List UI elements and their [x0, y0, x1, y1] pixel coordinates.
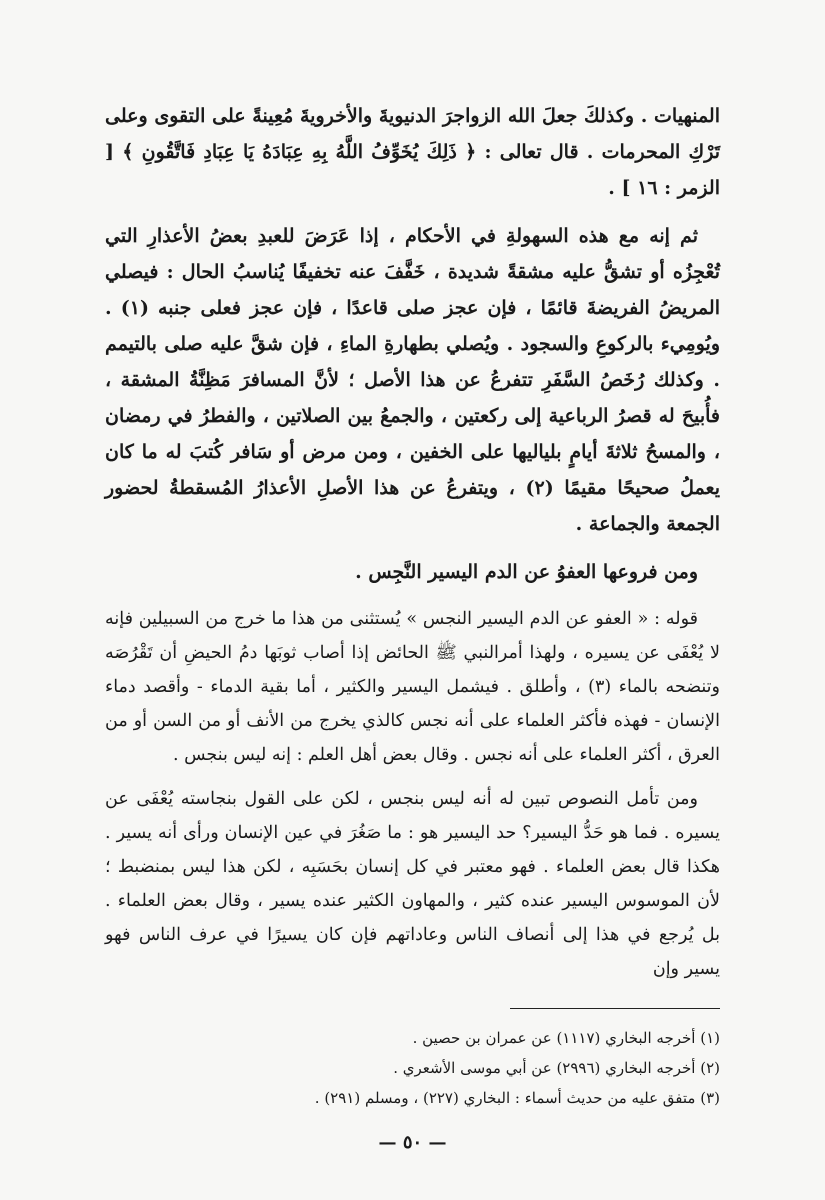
commentary-paragraph-1: قوله : « العفو عن الدم اليسير النجس » يُستثنى من هذا ما خرج من السبيلين فإنه لا يُعْفَى عن يسيره ، ولهذا أمرالنبي ﷺ الحائض إذا أصاب ثوبَها دمُ الحيضِ أن تَقْرُصَه وتنضحه بالماء (٣) ، وأطلق . فيشمل اليسير والكثير ، أما بقية الدماء - وأقصد دماء الإنسان - فهذه فأكثر العلماء على أنه نجس كالذي يخرج من الأنف أو من السن أو من العرق ، أكثر العلماء على أنه نجس . وقال بعض أهل العلم : إنه ليس بنجس .	[105, 609, 720, 765]
footnote-2: (٢) أخرجه البخاري (٢٩٩٦) عن أبي موسى الأشعري .	[393, 1059, 720, 1077]
main-text	[105, 98, 720, 590]
footnote-separator	[510, 1008, 720, 1009]
commentary-paragraph-2: ومن تأمل النصوص تبين له أنه ليس بنجس ، لكن على القول بنجاسته يُعْفَى عن يسيره . فما هو حَدُّ اليسير؟ حد اليسير هو : ما صَغُرَ في عين الإنسان ورأى أنه يسير . هكذا قال بعض العلماء . فهو معتبر في كل إنسان بحَسَبِه ، لكن هذا ليس بمنضبط ؛ لأن الموسوس اليسير عنده كثير ، والمهاون الكثير عنده يسير ، وقال بعض العلماء . بل يُرجع في هذا إلى أنصاف الناس وعاداتهم فإن كان يسيرًا في عرف الناس فهو يسير وإن	[105, 789, 720, 979]
commentary-text	[105, 602, 720, 986]
main-paragraph-3: ومن فروعها العفوُ عن الدم اليسير النَّجِس .	[355, 561, 698, 583]
page-number: — ٥٠ —	[378, 1132, 447, 1153]
footnotes	[105, 1023, 720, 1113]
main-paragraph-1: المنهيات . وكذلكَ جعلَ الله الزواجرَ الدنيويةَ والأخرويةَ مُعِينةً على التقوى وعلى تَرْكِ المحرمات . قال تعالى : ﴿ ذَلِكَ يُخَوِّفُ اللَّهُ بِهِ عِبَادَهُ يَا عِبَادِ فَاتَّقُونِ ﴾ [ الزمر : ١٦ ] .	[105, 105, 720, 199]
footnote-1: (١) أخرجه البخاري (١١١٧) عن عمران بن حصين .	[412, 1029, 720, 1047]
footnote-3: (٣) متفق عليه من حديث أسماء : البخاري (٢٢٧) ، ومسلم (٢٩١) .	[314, 1089, 720, 1107]
main-paragraph-2: ثم إنه مع هذه السهولةِ في الأحكام ، إذا عَرَضَ للعبدِ بعضُ الأعذارِ التي تُعْجِزُه أو تشقُّ عليه مشقةً شديدة ، خَفَّفَ عنه تخفيفًا يُناسبُ الحال : فيصلي المريضُ الفريضةَ قائمًا ، فإن عجز صلى قاعدًا ، فإن عجز فعلى جنبه (١) . ويُومِيء بالركوعِ والسجود . ويُصلي بطهارةِ الماءِ ، فإن شقَّ عليه صلى بالتيمم . وكذلك رُخَصُ السَّفَرِ تتفرعُ عن هذا الأصل ؛ لأنَّ المسافرَ مَظِنَّةُ المشقة ، فأُبيحَ له قصرُ الرباعية إلى ركعتين ، والجمعُ بين الصلاتين ، والفطرُ في رمضان ، والمسحُ ثلاثةَ أيامٍ بلياليها على الخفين ، ومن مرض أو سَافر كُتبَ له ما كان يعملُ صحيحًا مقيمًا (٢) ، ويتفرعُ عن هذا الأصلِ الأعذارُ المُسقطةُ لحضور الجمعة والجماعة .	[105, 225, 720, 535]
